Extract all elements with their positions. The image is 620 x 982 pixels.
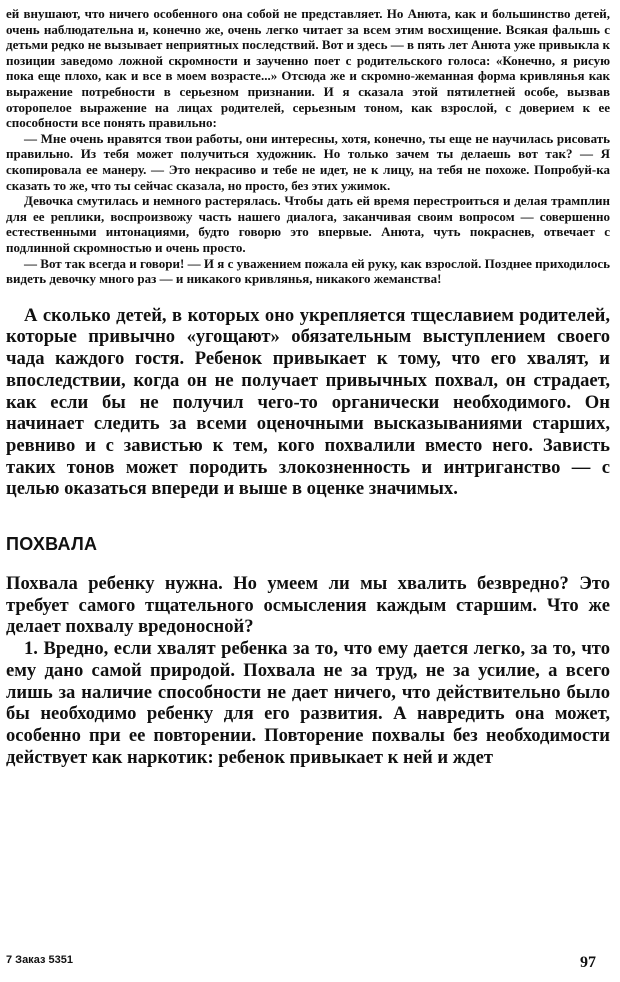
section-heading: ПОХВАЛА [6,534,98,555]
page-footer [6,954,596,972]
paragraph: — Мне очень нравятся твои работы, они интересны, хотя, конечно, ты еще не научилась рисовать правильно. Из тебя может получиться художник. Но только зачем ты делаешь вот так? — Я скопировала ее манеру. — Это некрасиво и тебе не идет, не к лицу, на тебя не похоже. Попробуй-ка сказать то же, что ты сейчас сказала, но просто, без этих ужимок. [6,130,610,193]
paragraph: А сколько детей, в которых оно укрепляется тщеславием родителей, которые привычно «угощают» обязательным выступлением своего чада каждого гостя. Ребенок привыкает к тому, что его хвалят, и впоследствии, когда он не получает привычных похвал, он страдает, как если бы не получил чего-то органически необходимого. Он начинает следить за всеми оценочными высказываниями старших, ревниво и с завистью к тем, кого похвалили вместо него. Зависть таких тонов может породить злокозненность и интриганство — с целью оказаться впереди и выше в оценке значимых. [6,304,610,500]
page-number: 97 [580,954,596,971]
section-text-block [6,573,610,768]
paragraph: Похвала ребенку нужна. Но умеем ли мы хвалить безвредно? Это требует самого тщательного осмысления каждым старшим. Что же делает похвалу вредоносной? [6,573,610,638]
paragraph: Девочка смутилась и немного растерялась. Чтобы дать ей время перестроиться и делая трамплин для ее реплики, воспроизвожу часть нашего диалога, заканчивая своим вопросом — совершенно естественными интонациями, будто говорю это впервые. Анюта, чуть покраснев, отвечает с подлинной скромностью и очень просто. [6,193,610,255]
main-text-block [6,305,610,500]
paragraph: 1. Вредно, если хвалят ребенка за то, что ему дается легко, за то, что ему дано самой природой. Похвала не за труд, не за усилие, а всего лишь за наличие способности не дает ничего, что действительно было бы необходимо ребенку для его развития. А навредить она может, особенно при ее повторении. Повторение похвалы без необходимости действует как наркотик: ребенок привыкает к ней и ждет [6,638,610,768]
printer-signature: 7 Заказ 5351 [6,954,73,966]
paragraph: — Вот так всегда и говори! — И я с уважением пожала ей руку, как взрослой. Позднее приходилось видеть девочку много раз — и никакого кривлянья, никакого жеманства! [6,255,610,287]
anecdote-block [6,6,610,287]
paragraph: ей внушают, что ничего особенного она собой не представляет. Но Анюта, как и большинство детей, очень наблюдательна и, конечно же, очень легко читает за всем этим восхищение. Всякая фальшь с детьми редко не вызывает неприятных последствий. Вот и здесь — в пять лет Анюта уже привыкла к позиции заведомо ложной скромности и заученно поет с родительского голоса: «Конечно, я рисую пока еще плохо, как и все в моем возрасте...» Отсюда же и скромно-жеманная форма кривлянья как выражение потребности в серьезном признании. И я сказала этой пятилетней особе, вызвав оторопелое выражение на лицах родителей, серьезным тоном, как взрослой, с доверием к ее способности все понять правильно: [6,6,610,131]
